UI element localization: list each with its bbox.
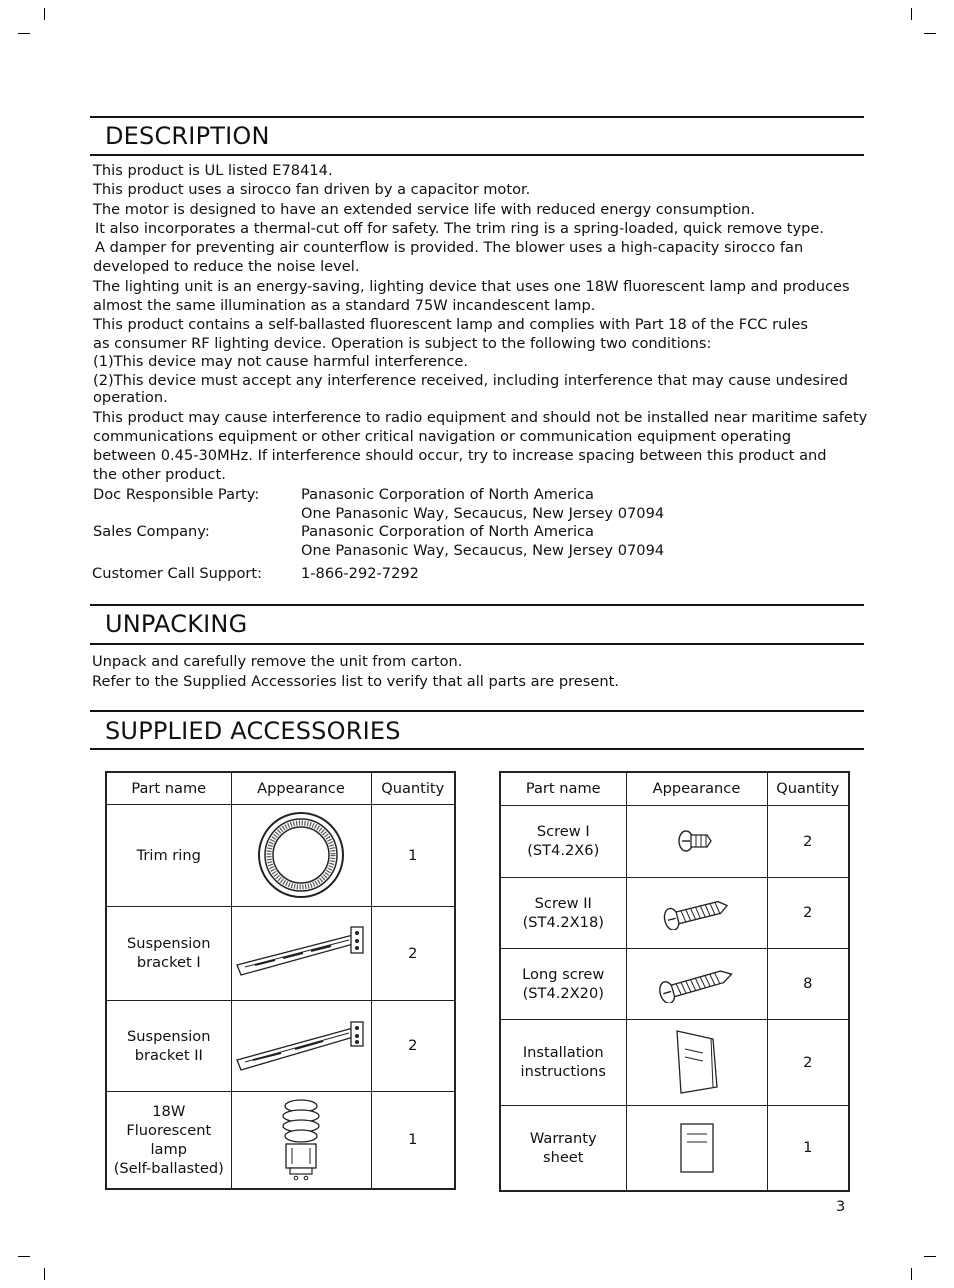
quantity: 1 [371,1091,455,1189]
quantity: 2 [767,1019,849,1105]
sales-company-address: One Panasonic Way, Secaucus, New Jersey 07094 [301,542,665,559]
header-quantity: Quantity [767,772,849,805]
short-screw-icon [677,827,717,855]
section-rule [90,154,864,156]
table-row [500,805,849,877]
appearance-cell [626,1105,767,1191]
description-line: This product uses a sirocco fan driven by a capacitor motor. [93,181,531,198]
section-rule [90,604,864,606]
description-line: operation. [93,389,168,406]
crop-mark [44,8,45,20]
description-line: developed to reduce the noise level. [93,258,360,275]
part-name: Suspension bracket I [106,906,231,1000]
appearance-cell [231,1091,371,1189]
section-rule [90,643,864,645]
appearance-cell [626,877,767,948]
fluorescent-lamp-icon [276,1098,326,1182]
description-line: This product contains a self-ballasted fluorescent lamp and complies with Part 18 of the FCC rules [93,316,809,333]
description-line: as consumer RF lighting device. Operation is subject to the following two conditions: [93,335,712,352]
quantity: 2 [767,805,849,877]
crop-mark [924,33,936,34]
table-row [500,1105,849,1191]
sales-company-label: Sales Company: [93,523,210,540]
description-line: This product is UL listed E78414. [93,162,333,179]
unpacking-line: Refer to the Supplied Accessories list to verify that all parts are present. [92,673,619,690]
table-row [500,948,849,1019]
description-line: The motor is designed to have an extended service life with reduced energy consumption. [93,201,755,218]
crop-mark [18,33,30,34]
part-name: 18W Fluorescent lamp (Self-ballasted) [106,1091,231,1189]
quantity: 2 [767,877,849,948]
header-part-name: Part name [106,772,231,804]
crop-mark [911,8,912,20]
table-row [106,804,455,906]
accessories-table-right [499,771,850,1192]
description-line: The lighting unit is an energy-saving, lighting device that uses one 18W fluorescent lamp and produces [93,278,850,295]
description-line: This product may cause interference to radio equipment and should not be installed near maritime safety [93,409,868,426]
quantity: 2 [371,906,455,1000]
suspension-bracket-icon [235,923,367,983]
description-line: the other product. [93,466,226,483]
table-row [500,1019,849,1105]
unpacking-title: UNPACKING [105,610,248,638]
section-rule [90,116,864,118]
description-line: almost the same illumination as a standard 75W incandescent lamp. [93,297,596,314]
table-row [500,877,849,948]
doc-responsible-address: One Panasonic Way, Secaucus, New Jersey 07094 [301,505,665,522]
header-appearance: Appearance [626,772,767,805]
table-header-row [500,772,849,805]
header-quantity: Quantity [371,772,455,804]
description-line: (1)This device may not cause harmful interference. [93,353,469,370]
sales-company-name: Panasonic Corporation of North America [301,523,594,540]
suspension-bracket-icon [235,1016,367,1076]
appearance-cell [626,805,767,877]
long-screw-icon [657,965,737,1003]
part-name: Long screw (ST4.2X20) [500,948,626,1019]
unpacking-line: Unpack and carefully remove the unit from carton. [92,653,463,670]
quantity: 2 [371,1000,455,1091]
trim-ring-icon [256,810,346,900]
table-row [106,906,455,1000]
description-line: A damper for preventing air counterflow is provided. The blower uses a high-capacity sirocco fan [95,239,804,256]
customer-support-phone: 1-866-292-7292 [301,565,419,582]
accessories-title: SUPPLIED ACCESSORIES [105,717,401,745]
crop-mark [924,1256,936,1257]
quantity: 8 [767,948,849,1019]
appearance-cell [626,948,767,1019]
description-line: between 0.45-30MHz. If interference should occur, try to increase spacing between this product and [93,447,827,464]
section-rule [90,748,864,750]
description-line: It also incorporates a thermal-cut off for safety. The trim ring is a spring-loaded, quick remove type. [95,220,824,237]
part-name: Trim ring [106,804,231,906]
appearance-cell [231,804,371,906]
appearance-cell [626,1019,767,1105]
table-header-row [106,772,455,804]
page-number: 3 [836,1198,846,1215]
description-line: communications equipment or other critical navigation or communication equipment operating [93,428,792,445]
doc-responsible-label: Doc Responsible Party: [93,486,260,503]
doc-responsible-name: Panasonic Corporation of North America [301,486,594,503]
part-name: Screw I (ST4.2X6) [500,805,626,877]
header-part-name: Part name [500,772,626,805]
instructions-booklet-icon [673,1029,721,1095]
quantity: 1 [767,1105,849,1191]
description-line: (2)This device must accept any interference received, including interference that may cause undesired [93,372,848,389]
crop-mark [911,1268,912,1280]
header-appearance: Appearance [231,772,371,804]
description-title: DESCRIPTION [105,122,270,150]
appearance-cell [231,1000,371,1091]
part-name: Screw II (ST4.2X18) [500,877,626,948]
accessories-table-left [105,771,456,1190]
screw-icon [662,896,732,930]
quantity: 1 [371,804,455,906]
part-name: Suspension bracket II [106,1000,231,1091]
table-row [106,1000,455,1091]
crop-mark [18,1256,30,1257]
crop-mark [44,1268,45,1280]
appearance-cell [231,906,371,1000]
part-name: Warranty sheet [500,1105,626,1191]
table-row [106,1091,455,1189]
section-rule [90,710,864,712]
part-name: Installation instructions [500,1019,626,1105]
warranty-sheet-icon [679,1122,715,1174]
customer-support-label: Customer Call Support: [92,565,263,582]
